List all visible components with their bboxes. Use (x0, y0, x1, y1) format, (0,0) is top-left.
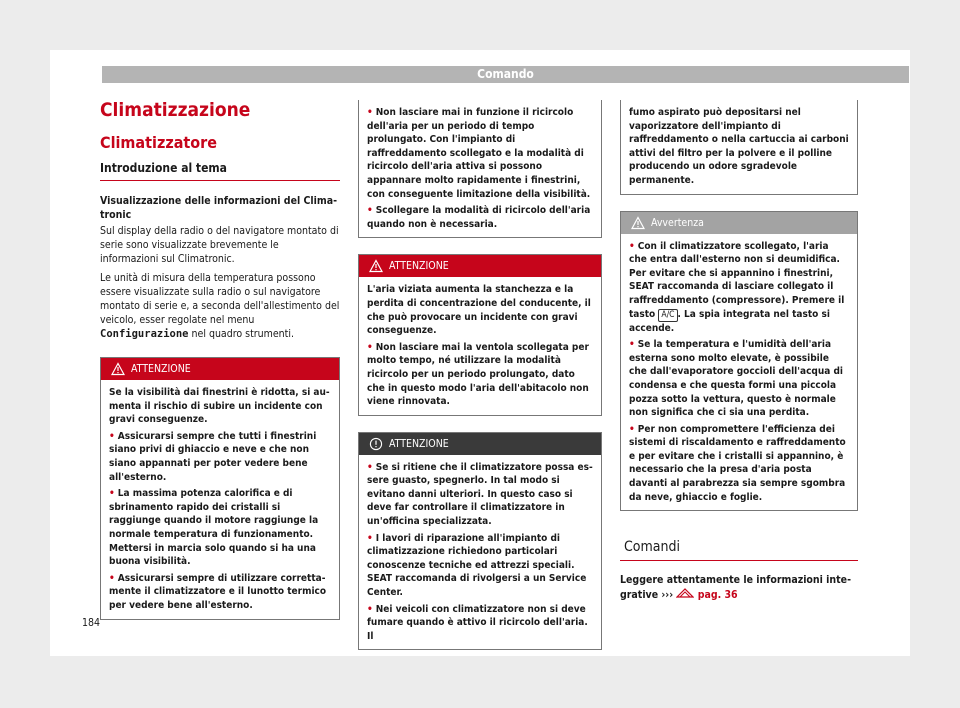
bullet-icon: • (109, 430, 115, 442)
bullet-icon: • (629, 339, 635, 351)
bullet-icon: • (367, 107, 373, 118)
bullet-icon: • (109, 572, 115, 584)
warning-intro: L'aria viziata aumenta la stanchezza e la perdita di concentrazione del conducente, il che può provocare un incidente con gravi conseguenze. (367, 284, 591, 337)
bullet-icon: • (367, 532, 373, 544)
bullet-icon: • (629, 423, 635, 435)
topic-heading: Introduzione al tema (100, 161, 340, 181)
bullet-item: • Se la temperatura e l'umidità dell'aria esterna sono molto elevate, è possibile che dall'evaporatore goccioli dell'acqua di condensa e che questa formi una piccola pozza sotto la vettura, questo è normale non significa che ci sia una perdita. (629, 339, 843, 419)
tip-body (621, 234, 857, 511)
subheading: Visualizzazione delle informazioni del Climatronic (100, 195, 338, 221)
warning-header (359, 255, 601, 277)
notice-box-continued (620, 100, 858, 195)
bullet-item: • I lavori di riparazione all'impianto di climatizzazione richiedono particolari conoscenze tecniche ed attrezzi speciali. SEAT raccomanda di rivolgersi a un Service Center. (367, 532, 587, 599)
warning-header (101, 358, 339, 380)
bullet-icon: • (367, 603, 373, 615)
page-number: 184 (82, 617, 101, 629)
bullet-item: • Nei veicoli con climatizzatore non si deve fumare quando è attivo il ricircolo dell'aria. Il (367, 603, 588, 642)
column-left (100, 92, 340, 620)
bullet-item: • Non lasciare mai in funzione il ricircolo dell'aria per un periodo di tempo prolungato. Con l'impianto di raffreddamento scollegato e la modalità di ricircolo dell'aria attiva si possono appannare molto rapidamente i finestrini, con conseguente limitazione della visibilità. (367, 107, 591, 200)
notice-body (621, 100, 857, 194)
warning-title: ATTENZIONE (131, 363, 191, 375)
column-right (620, 100, 858, 602)
notice-box (358, 432, 602, 651)
section-title: Climatizzatore (100, 133, 218, 152)
bullet-item: • Per non compromettere l'efficienza dei sistemi di riscaldamento e raffreddamento e per evitare che i cristalli si appannino, è necessario che la presa d'aria posta davanti al parabrezza sia sempre sgombra da neve, ghiaccio e foglie. (629, 423, 846, 503)
warning-box (100, 357, 340, 620)
paragraph-text: nel quadro strumenti. (188, 328, 294, 340)
warning-triangle-icon (369, 259, 383, 273)
warning-triangle-icon (111, 362, 125, 376)
paragraph-text: Le unità di misura della temperatura possono essere visualizzate sulla radio o sul navigatore montato di serie e, a seconda dell'allestimento del veicolo, esser regolate nel menu (100, 272, 340, 326)
warning-body (359, 277, 601, 414)
warning-body (101, 380, 339, 619)
info-circle-icon (369, 437, 383, 451)
notice-text: fumo aspirato può depositarsi nel vaporizzatore dell'impianto di raffreddamento o nella cartuccia ai carboni attivi del filtro per la polvere e il polline producendo un odore sgradevole permanente. (629, 107, 849, 186)
warning-title: ATTENZIONE (389, 260, 449, 273)
tip-header (621, 212, 857, 234)
bullet-icon: • (109, 488, 115, 500)
ac-key-symbol: A/C (658, 309, 677, 322)
warning-triangle-icon (631, 216, 645, 230)
chapter-header: Comando (102, 66, 909, 83)
bullet-item: • Assicurarsi sempre di utilizzare correttamente il climatizzatore e il lunotto termico per vedere bene all'esterno. (109, 572, 327, 611)
notice-body (359, 455, 601, 650)
notice-header (359, 433, 601, 455)
bullet-icon: • (367, 205, 373, 217)
bullet-item: • Non lasciare mai la ventola scollegata per molto tempo, né utilizzare la modalità ricircolo per un periodo prolungato, dato che in questo modo l'aria dell'abitacolo non viene rinnovata. (367, 341, 589, 408)
bullet-item: • Assicurarsi sempre che tutti i finestrini siano privi di ghiaccio e neve e che non siano appannati per poter vedere bene all'esterno. (109, 430, 317, 483)
bullet-icon: • (367, 461, 373, 473)
manual-page (50, 50, 910, 656)
read-first-note: Leggere attentamente le informazioni integrative ››› pag. 36 (620, 574, 851, 602)
paragraph (100, 271, 340, 341)
warning-box (358, 254, 602, 415)
page-reference-link[interactable]: pag. 36 (697, 589, 738, 602)
section-heading-comandi: Comandi (620, 539, 858, 561)
continuation-arrows: ››› (661, 589, 674, 602)
paragraph: Sul display della radio o del navigatore montato di serie sono visualizzate brevemente le informazioni sul Climatronic. (100, 225, 339, 265)
bullet-icon: • (629, 240, 635, 252)
warning-intro: Se la visibilità dai finestrini è ridotta, si aumenta il rischio di subire un incidente con gravi conseguenze. (109, 387, 330, 426)
tip-box (620, 211, 858, 512)
column-middle (358, 100, 602, 650)
tip-title: Avvertenza (651, 216, 704, 229)
bullet-icon: • (367, 341, 373, 353)
bullet-item: • Se si ritiene che il climatizzatore possa essere guasto, spegnerlo. In tal modo si evitano danni ulteriori. In questo caso si deve far controllare il climatizzatore in un'officina specializzata. (367, 461, 593, 528)
chapter-title: Climatizzazione (100, 99, 251, 121)
book-reference-icon (676, 587, 694, 599)
bullet-item: • La massima potenza calorifica e di sbrinamento rapido dei cristalli si raggiunge quando il motore raggiunge la normale temperatura di funzionamento. Mettersi in marcia solo quando si ha una buona visibilità. (109, 488, 319, 568)
bullet-item: • Scollegare la modalità di ricircolo dell'aria quando non è necessaria. (367, 205, 591, 230)
bullet-item: • Con il climatizzatore scollegato, l'aria che entra dall'esterno non si deumidifica. Per evitare che si appannino i finestrini, SEAT raccomanda di lasciare collegato il raffreddamento (compressore). Premere il tasto A/C . La spia integrata nel tasto si accende. (629, 240, 845, 334)
warning-box-continued (358, 100, 602, 238)
notice-title: ATTENZIONE (389, 437, 449, 450)
warning-body (359, 100, 601, 237)
menu-name: Configurazione (100, 328, 189, 340)
